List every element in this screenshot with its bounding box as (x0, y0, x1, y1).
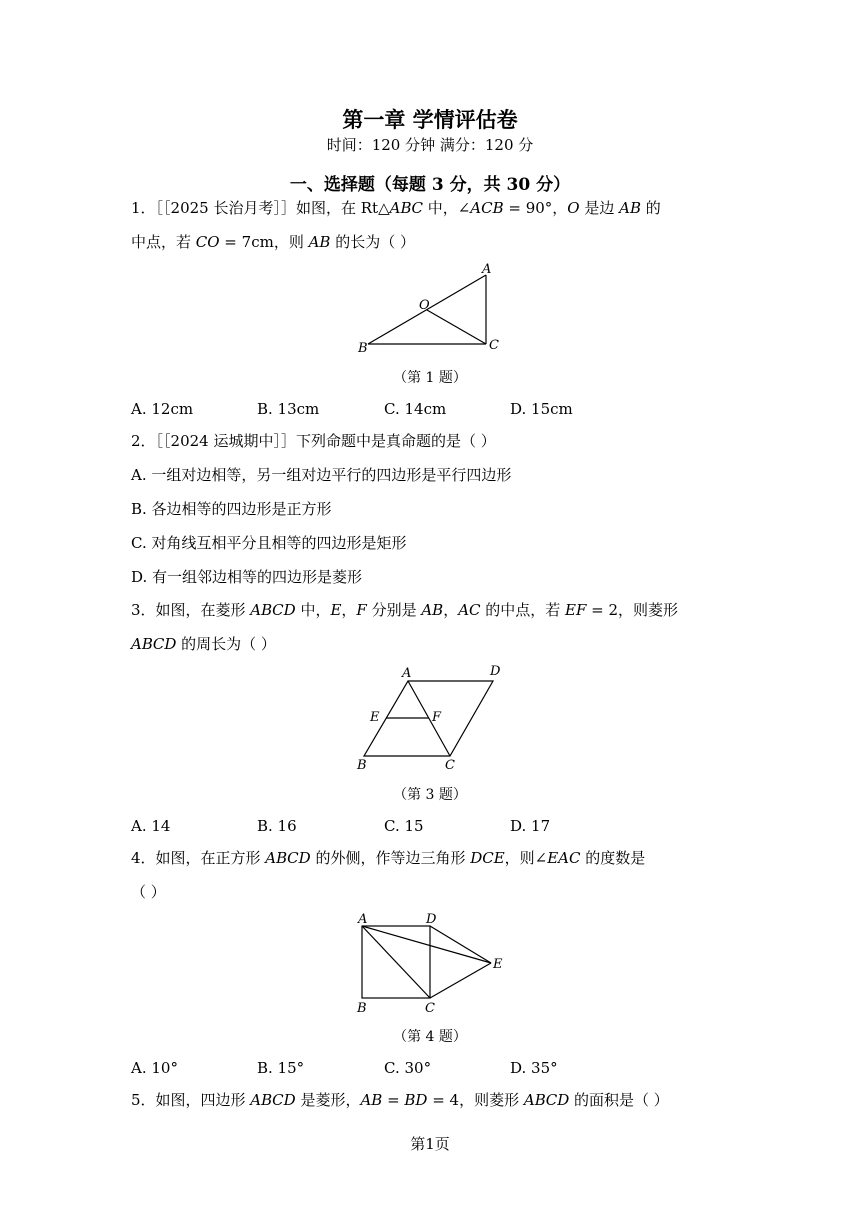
diagonal-ac (362, 926, 430, 998)
label-d: D (490, 664, 501, 679)
label-b: B (357, 758, 367, 773)
figure-q4-square (350, 905, 510, 1017)
label-b: B (358, 341, 368, 356)
q2-option-c[interactable]: C. 对角线互相平分且相等的四边形是矩形 (131, 534, 407, 552)
page-number: 第1页 (410, 1135, 450, 1153)
label-a: A (482, 262, 492, 277)
figure-q3-rhombus (355, 660, 515, 775)
question-4-line2: （ ） (131, 883, 166, 901)
label-c: C (445, 758, 455, 773)
q2-option-a[interactable]: A. 一组对边相等，另一组对边平行的四边形是平行四边形 (131, 466, 512, 484)
q4-option-b[interactable]: B. 15° (257, 1059, 305, 1077)
label-d: D (426, 912, 437, 927)
label-e: E (493, 957, 503, 972)
label-c: C (489, 338, 499, 353)
label-e: E (370, 710, 380, 725)
page-title: 第一章 学情评估卷 (342, 107, 518, 132)
label-f: F (432, 710, 442, 725)
q4-option-d[interactable]: D. 35° (510, 1059, 558, 1077)
q4-option-c[interactable]: C. 30° (384, 1059, 432, 1077)
figure-caption-q1: （第 1 题） (393, 370, 467, 386)
segment-oc (427, 310, 486, 344)
question-4-line1: 4．如图，在正方形 𝐴𝐵𝐶𝐷 的外侧，作等边三角形 𝐷𝐶𝐸，则∠𝐸𝐴𝐶 的度数是 (131, 849, 646, 867)
q1-option-a[interactable]: A. 12cm (131, 400, 194, 418)
label-o: O (419, 298, 430, 313)
figure-caption-q4: （第 4 题） (393, 1029, 467, 1045)
q3-option-b[interactable]: B. 16 (257, 817, 297, 835)
q3-option-a[interactable]: A. 14 (131, 817, 171, 835)
segment-ce (430, 963, 491, 998)
segment-de (430, 926, 491, 963)
section-heading: 一、选择题（每题 3 分，共 30 分） (289, 175, 571, 195)
label-a: A (358, 912, 368, 927)
q3-option-c[interactable]: C. 15 (384, 817, 424, 835)
figure-q1-triangle (355, 260, 505, 357)
label-c: C (425, 1001, 435, 1016)
label-a: A (402, 666, 412, 681)
question-1-line1: 1．［［2025 长治月考］］如图，在 Rt△𝐴𝐵𝐶 中，∠𝐴𝐶𝐵 = 90°，𝑂 是边 𝐴𝐵 的 (131, 199, 661, 217)
exam-info: 时间：120 分钟 满分：120 分 (326, 136, 534, 154)
question-2-stem: 2．［［2024 运城期中］］下列命题中是真命题的是（ ） (131, 432, 496, 450)
segment-ae (362, 926, 491, 963)
q4-option-a[interactable]: A. 10° (131, 1059, 178, 1077)
label-b: B (357, 1001, 367, 1016)
q1-option-b[interactable]: B. 13cm (257, 400, 320, 418)
q2-option-d[interactable]: D. 有一组邻边相等的四边形是菱形 (131, 568, 363, 586)
figure-caption-q3: （第 3 题） (393, 787, 467, 803)
question-1-line2: 中点，若 𝐶𝑂 = 7cm，则 𝐴𝐵 的长为（ ） (131, 233, 415, 251)
q1-option-d[interactable]: D. 15cm (510, 400, 573, 418)
q3-option-d[interactable]: D. 17 (510, 817, 551, 835)
question-5-stem: 5．如图，四边形 𝐴𝐵𝐶𝐷 是菱形，𝐴𝐵 = 𝐵𝐷 = 4，则菱形 𝐴𝐵𝐶𝐷 的面积是（ ） (131, 1091, 669, 1109)
question-3-line1: 3．如图，在菱形 𝐴𝐵𝐶𝐷 中，𝐸，𝐹 分别是 𝐴𝐵，𝐴𝐶 的中点，若 𝐸𝐹 = 2，则菱形 (131, 601, 679, 619)
question-3-line2: 𝐴𝐵𝐶𝐷 的周长为（ ） (131, 635, 276, 653)
q1-option-c[interactable]: C. 14cm (384, 400, 447, 418)
q2-option-b[interactable]: B. 各边相等的四边形是正方形 (131, 500, 332, 518)
